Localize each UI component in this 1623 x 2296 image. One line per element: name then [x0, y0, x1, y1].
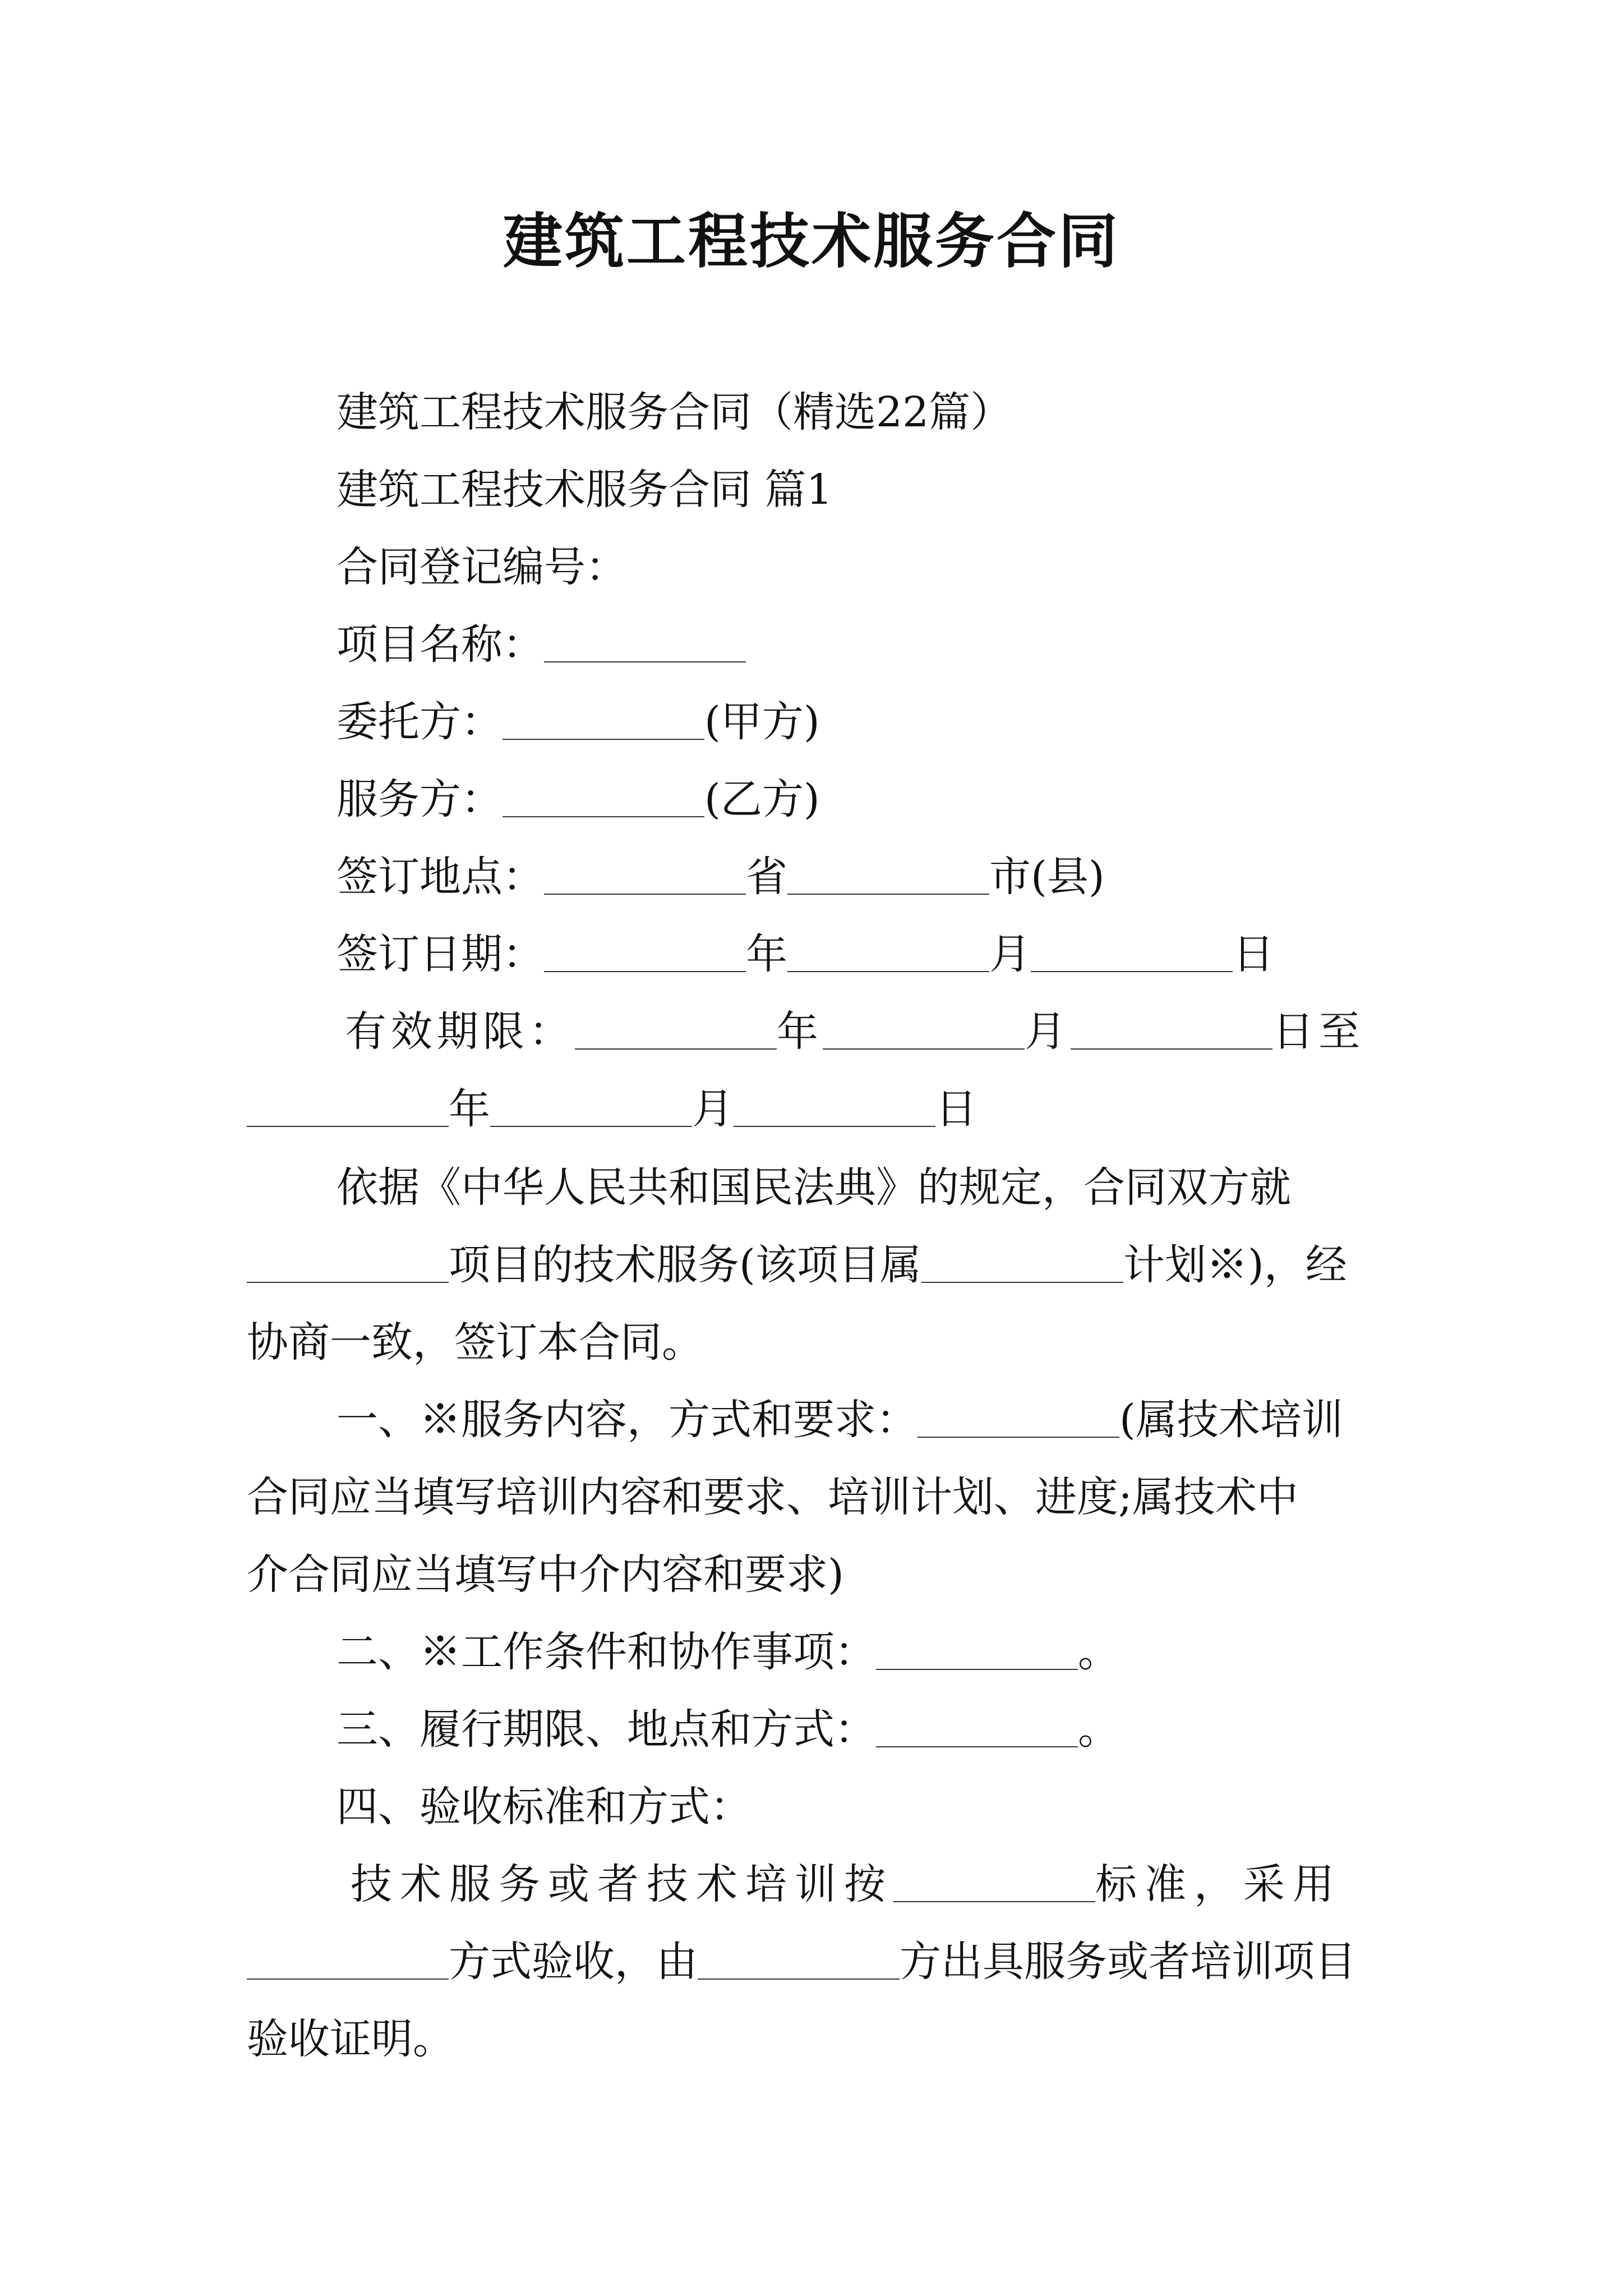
registration-number: 合同登记编号： [336, 543, 627, 591]
date-day-blank [1031, 934, 1233, 973]
basis-project-text: 项目的技术服务(该项目属 [449, 1241, 921, 1289]
clause2-end: 。 [1078, 1628, 1119, 1676]
validity-month-text: 月 [1025, 1007, 1071, 1056]
validity-end-day-blank [734, 1089, 935, 1128]
date-year-text: 年 [746, 930, 787, 978]
signing-date-row [336, 923, 1274, 985]
basis-project-blank [247, 1245, 449, 1283]
clause2-row [336, 1621, 1119, 1683]
clause4-text-a: 技术服务或者技术培训按 [351, 1860, 893, 1908]
project-name-label: 项目名称： [336, 620, 544, 669]
clause4-heading: 四、验收标准和方式： [336, 1783, 751, 1831]
validity-end-month-blank [490, 1089, 692, 1128]
chapter-heading: 建筑工程技术服务合同 篇1 [336, 466, 833, 514]
clause4-line-2 [247, 1931, 1356, 1993]
clause4-line-1 [351, 1853, 1342, 1915]
clause1-note: (属技术培训 [1119, 1396, 1343, 1444]
basis-line-2 [247, 1234, 1347, 1296]
project-name-blank [544, 624, 746, 663]
clause4-text-c: 方式验收，由 [449, 1938, 698, 1986]
provider-row [336, 769, 820, 830]
province-blank [544, 857, 746, 895]
basis-plan-text: 计划※)，经 [1123, 1241, 1347, 1289]
clause3-blank [876, 1709, 1078, 1748]
city-blank [787, 857, 989, 895]
clause1-blank [917, 1400, 1119, 1438]
clause1-heading: 一、※服务内容，方式和要求： [336, 1396, 917, 1444]
clause1-line-1 [336, 1389, 1343, 1451]
clause4-text-b: 标准，采用 [1095, 1860, 1342, 1908]
clause1-line-2: 合同应当填写培训内容和要求、培训计划、进度;属技术中 [247, 1473, 1298, 1521]
signing-date-label: 签订日期： [336, 930, 544, 978]
clause4-standard-blank [893, 1864, 1095, 1903]
clause4-text-d: 方出具服务或者培训项目 [900, 1938, 1356, 1986]
basis-line-1: 依据《中华人民共和国民法典》的规定，合同双方就 [336, 1163, 1291, 1212]
project-name-row [336, 614, 746, 675]
clause1-line-3: 介合同应当填写中介内容和要求) [247, 1550, 844, 1599]
validity-end-year-text: 年 [449, 1085, 490, 1133]
clause3-row [336, 1699, 1119, 1760]
clause4-line-3: 验收证明。 [247, 2015, 454, 2063]
basis-plan-blank [921, 1245, 1123, 1283]
client-suffix: (甲方) [704, 698, 820, 746]
clause2-blank [876, 1632, 1078, 1671]
clause4-party-blank [698, 1941, 900, 1980]
client-row [336, 691, 820, 753]
validity-label: 有效期限： [345, 1007, 575, 1056]
date-year-blank [544, 934, 746, 973]
date-day-text: 日 [1233, 930, 1274, 978]
basis-line-3: 协商一致，签订本合同。 [247, 1318, 703, 1366]
client-blank [502, 702, 704, 740]
date-month-blank [787, 934, 989, 973]
subtitle: 建筑工程技术服务合同（精选22篇） [336, 388, 1012, 436]
validity-row [345, 1001, 1364, 1062]
document-title: 建筑工程技术服务合同 [503, 206, 1120, 276]
client-label: 委托方： [336, 698, 502, 746]
validity-day-blank [1071, 1011, 1272, 1050]
clause3-text: 三、履行期限、地点和方式： [336, 1705, 876, 1754]
province-text: 省 [746, 853, 787, 901]
validity-month-blank [823, 1011, 1025, 1050]
validity-year-blank [575, 1011, 777, 1050]
validity-end-day-text: 日 [935, 1085, 977, 1133]
validity-end-year-blank [247, 1089, 449, 1128]
clause3-end: 。 [1078, 1705, 1119, 1754]
validity-end-month-text: 月 [692, 1085, 734, 1133]
provider-label: 服务方： [336, 775, 502, 823]
clause2-text: 二、※工作条件和协作事项： [336, 1628, 876, 1676]
validity-year-text: 年 [777, 1007, 823, 1056]
clause4-method-blank [247, 1941, 449, 1980]
validity-day-to-text: 日至 [1272, 1007, 1364, 1056]
provider-suffix: (乙方) [704, 775, 820, 823]
signing-place-row [336, 846, 1105, 908]
provider-blank [502, 779, 704, 818]
validity-end-row [247, 1078, 977, 1140]
signing-place-label: 签订地点： [336, 853, 544, 901]
date-month-text: 月 [989, 930, 1031, 978]
city-text: 市(县) [989, 853, 1105, 901]
